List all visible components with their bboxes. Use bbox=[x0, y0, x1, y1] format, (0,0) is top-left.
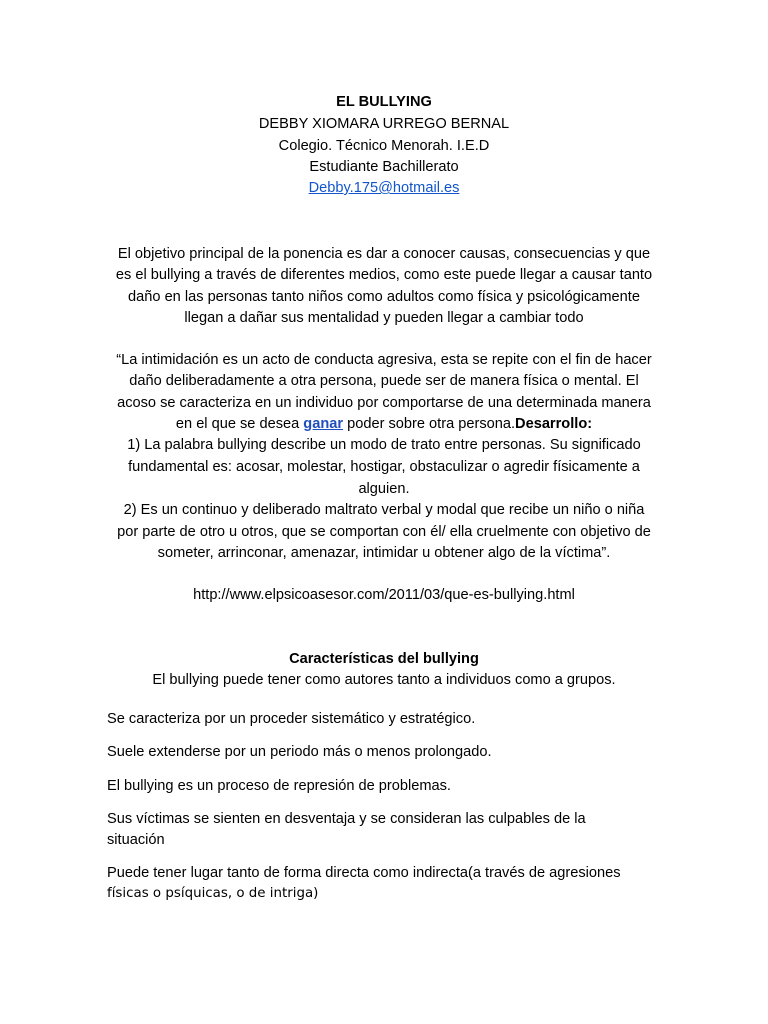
characteristic-item-4-line-2: situación bbox=[107, 832, 165, 848]
quote-line-5: 1) La palabra bullying describe un modo de trato entre personas. Su significado bbox=[127, 437, 641, 453]
desarrollo-heading: Desarrollo: bbox=[515, 416, 593, 432]
quote-line-7: alguien. bbox=[358, 481, 410, 497]
quote-line-3: acoso se caracteriza en un individuo por comportarse de una determinada manera bbox=[117, 395, 651, 411]
ganar-link[interactable]: ganar bbox=[303, 416, 344, 432]
author-name: DEBBY XIOMARA URREGO BERNAL bbox=[258, 116, 510, 132]
objective-line-4: llegan a dañar sus mentalidad y pueden llegar a cambiar todo bbox=[184, 310, 584, 326]
quote-line-4-text: en el que se desea bbox=[175, 416, 304, 432]
quote-line-9: por parte de otro u otros, que se comportan con él/ ella cruelmente con objetivo de bbox=[117, 524, 651, 540]
characteristic-item-4-line-1: Sus víctimas se sienten en desventaja y se consideran las culpables de la bbox=[107, 811, 586, 827]
school-name: Colegio. Técnico Menorah. I.E.D bbox=[278, 138, 490, 154]
quote-line-1: “La intimidación es un acto de conducta agresiva, esta se repite con el fin de hacer bbox=[116, 352, 652, 368]
characteristics-intro: El bullying puede tener como autores tanto a individuos como a grupos. bbox=[152, 672, 616, 688]
quote-line-8: 2) Es un continuo y deliberado maltrato verbal y modal que recibe un niño o niña bbox=[123, 502, 645, 518]
characteristic-item-2: Suele extenderse por un periodo más o menos prolongado. bbox=[107, 744, 492, 760]
objective-line-1: El objetivo principal de la ponencia es dar a conocer causas, consecuencias y que bbox=[117, 246, 651, 262]
author-role: Estudiante Bachillerato bbox=[309, 159, 459, 175]
quote-line-2: daño deliberadamente a otra persona, puede ser de manera física o mental. El bbox=[129, 373, 639, 389]
quote-line-4 bbox=[0, 414, 768, 434]
objective-line-3: daño en las personas tanto niños como adultos como física y psicológicamente bbox=[128, 289, 640, 305]
quote-line-4-rest: poder sobre otra persona. bbox=[343, 416, 516, 432]
quote-line-10: someter, arrinconar, amenazar, intimidar u obtener algo de la víctima”. bbox=[157, 545, 611, 561]
characteristic-item-3: El bullying es un proceso de represión de problemas. bbox=[107, 778, 451, 794]
document-title: EL BULLYING bbox=[336, 94, 432, 110]
characteristic-item-5-line-1: Puede tener lugar tanto de forma directa como indirecta(a través de agresiones bbox=[107, 865, 621, 881]
email-link[interactable]: Debby.175@hotmail.es bbox=[308, 180, 460, 196]
characteristic-item-5-line-2: físicas o psíquicas, o de intriga) bbox=[107, 886, 319, 901]
quote-line-6: fundamental es: acosar, molestar, hostigar, obstaculizar o agredir físicamente a bbox=[128, 459, 640, 475]
characteristics-heading: Características del bullying bbox=[289, 651, 479, 667]
objective-line-2: es el bullying a través de diferentes medios, como este puede llegar a causar tanto bbox=[115, 267, 653, 283]
source-url[interactable]: http://www.elpsicoasesor.com/2011/03/que-es-bullying.html bbox=[193, 587, 575, 603]
characteristic-item-1: Se caracteriza por un proceder sistemático y estratégico. bbox=[107, 711, 476, 727]
email-line bbox=[0, 178, 768, 198]
